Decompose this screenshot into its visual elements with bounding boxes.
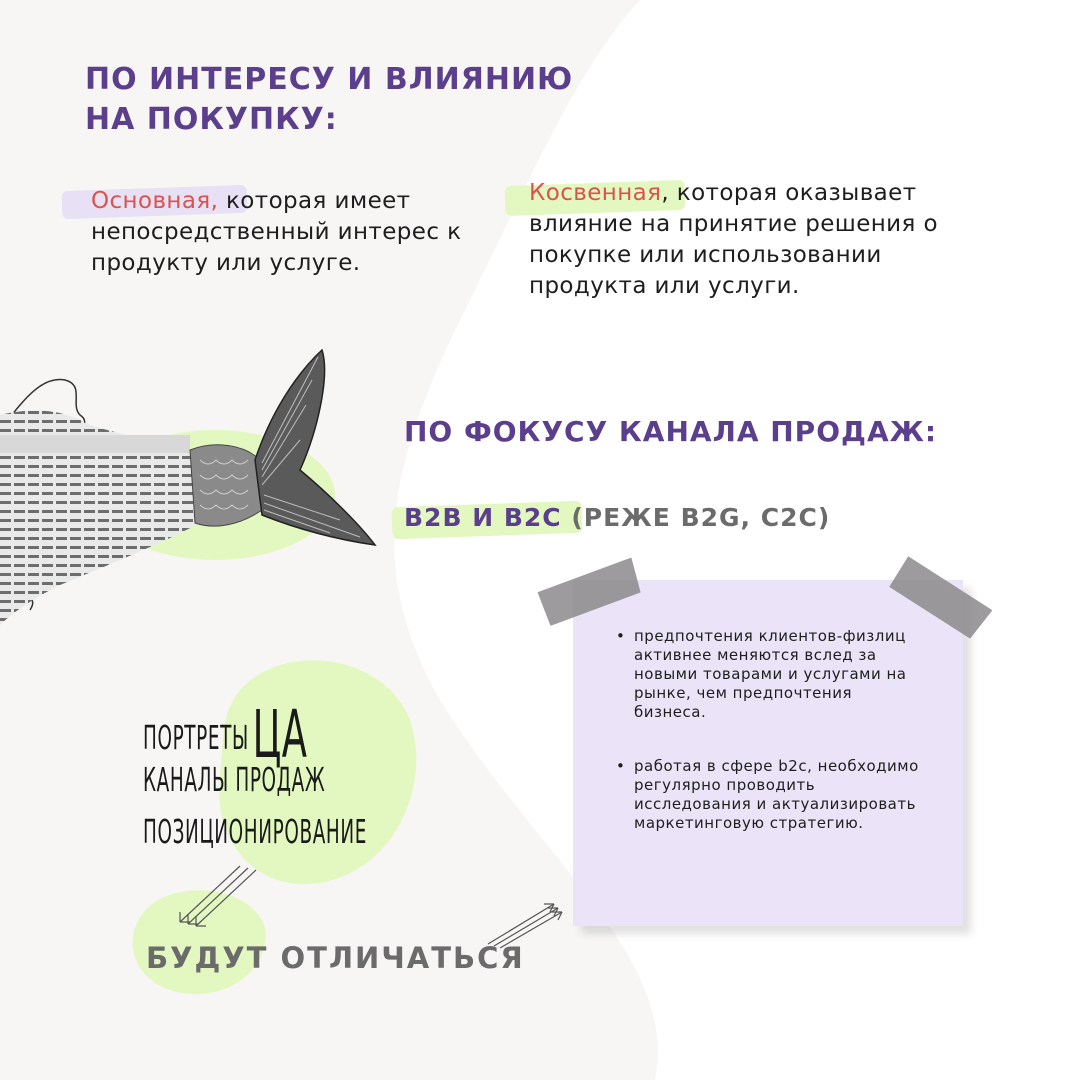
arrows-down-left-icon <box>170 862 260 932</box>
indirect-description: , которая оказывает влияние на принятие решения о покупке или использовании продукта или услуги. <box>529 180 938 299</box>
will-differ-label: БУДУТ ОТЛИЧАТЬСЯ <box>146 941 525 975</box>
b2b-b2c-label <box>404 500 830 536</box>
section-title-channel: ПО ФОКУСУ КАНАЛА ПРОДАЖ: <box>404 415 938 448</box>
handwritten-portraits-label: ПОРТРЕТЫ <box>143 718 249 757</box>
section-title-interest <box>85 60 645 140</box>
bullet-dot: • <box>616 757 626 775</box>
b2b-parenthetical: (РЕЖЕ B2G, C2C) <box>571 503 831 532</box>
fish-collage-illustration <box>0 345 380 635</box>
indirect-keyword: Косвенная <box>529 180 662 206</box>
handwritten-portraits <box>143 696 308 773</box>
title-line-2: НА ПОКУПКУ: <box>85 102 338 137</box>
primary-keyword: Основная, <box>91 188 219 214</box>
title-line-1: ПО ИНТЕРЕСУ И ВЛИЯНИЮ <box>85 62 574 97</box>
bullet-dot: • <box>616 627 626 645</box>
fish-tail-fin <box>255 350 375 545</box>
handwritten-ca: ЦА <box>252 696 308 773</box>
primary-description: которая имеет непосредственный интерес к продукту или услуге. <box>91 188 462 276</box>
card-bullet-text: предпочтения клиентов-физлиц активнее меняются вслед за новыми товарами и услугами на рынке, чем предпочтения бизнеса. <box>634 627 907 721</box>
b2b-main: B2B И B2C <box>404 503 562 532</box>
card-bullet-item <box>608 627 928 722</box>
indirect-audience-text <box>529 178 999 302</box>
card-bullet-text: работая в сфере b2c, необходимо регулярно проводить исследования и актуализировать маркетинговую стратегию. <box>634 757 919 832</box>
fish-scales <box>190 445 262 526</box>
card-bullet-item <box>608 757 928 833</box>
primary-audience-text <box>91 186 521 279</box>
handwritten-positioning: ПОЗИЦИОНИРОВАНИЕ <box>143 812 368 851</box>
handwritten-channels: КАНАЛЫ ПРОДАЖ <box>143 760 326 799</box>
newspaper-headline-band <box>0 435 190 453</box>
card-bullet-list <box>608 627 928 833</box>
